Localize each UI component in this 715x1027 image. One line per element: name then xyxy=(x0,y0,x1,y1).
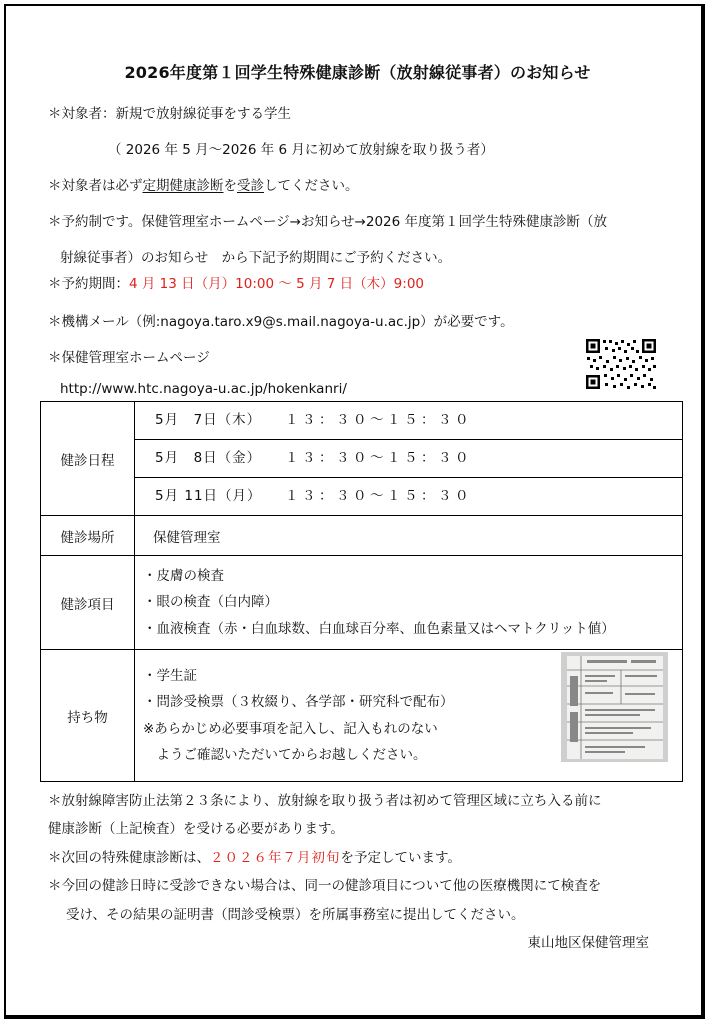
law-note-line-1: ＊放射線障害防止法第２３条により、放射線を取り扱う者は初めて管理区域に立ち入る前に xyxy=(48,793,602,809)
schedule-date: 5月 7日（木） xyxy=(155,412,262,428)
reservation-line-1: ＊予約制です。保健管理室ホームページ→お知らせ→2026 年度第１回学生特殊健康診断（放 xyxy=(48,214,608,230)
email-note: ＊機構メール（例:nagoya.taro.x9@s.mail.nagoya-u.ac.jp）が必要です。 xyxy=(48,314,514,330)
list-item: ・眼の検査（白内障） xyxy=(143,594,278,611)
reservation-line-2: 射線従事者）のお知らせ から下記予約期間にご予約ください。 xyxy=(60,250,452,266)
items-label: 健診項目 xyxy=(41,556,135,650)
mandatory-visit: 受診 xyxy=(237,178,264,194)
next-pre: ＊次回の特殊健康診断は、 xyxy=(48,850,210,866)
schedule-time: １３：３０～１５：３０ xyxy=(285,412,472,428)
qr-code-icon xyxy=(585,338,657,390)
schedule-time: １３：３０～１５：３０ xyxy=(285,488,472,504)
next-post: を予定しています。 xyxy=(340,850,461,866)
cannot-line-2: 受け、その結果の証明書（問診受検票）を所属事務室に提出してください。 xyxy=(66,907,525,923)
period-line xyxy=(48,272,424,292)
page-title: 2026年度第１回学生特殊健康診断（放射線従事者）のお知らせ xyxy=(124,63,591,82)
mandatory-checkup: 定期健康診断 xyxy=(142,178,224,194)
mandatory-mid: を xyxy=(223,178,237,194)
signature: 東山地区保健管理室 xyxy=(527,935,649,951)
mandatory-post: してください。 xyxy=(264,178,359,194)
schedule-row xyxy=(135,440,683,478)
schedule-time: １３：３０～１５：３０ xyxy=(285,450,472,466)
period-value: 4 月 13 日（月）10:00 ～ 5 月 7 日（木）9:00 xyxy=(129,276,424,292)
homepage-label: ＊保健管理室ホームページ xyxy=(48,350,210,366)
list-item: ようご確認いただいてからお越しください。 xyxy=(143,747,427,763)
next-value: ２０２６年７月初旬 xyxy=(210,850,341,866)
items-list xyxy=(135,556,683,650)
mandatory-pre: ＊対象者は必ず xyxy=(48,178,143,194)
list-item: ※あらかじめ必要事項を記入し、記入もれのない xyxy=(143,720,438,737)
list-item: ・学生証 xyxy=(143,667,197,684)
schedule-date: 5月 8日（金） xyxy=(155,450,262,466)
schedule-row xyxy=(135,402,683,440)
form-photo xyxy=(561,652,668,762)
list-item: ・血液検査（赤・白血球数、白血球百分率、血色素量又はヘマトクリット値） xyxy=(143,620,615,637)
list-item: ・問診受検票（３枚綴り、各学部・研究科で配布） xyxy=(143,694,454,710)
target-line: ＊対象者：新規で放射線従事をする学生 xyxy=(48,106,291,122)
next-line xyxy=(48,846,461,866)
list-item: ・皮膚の検査 xyxy=(143,567,224,584)
period-label: ＊予約期間： xyxy=(48,276,129,292)
homepage-url[interactable]: http://www.htc.nagoya-u.ac.jp/hokenkanri/ xyxy=(60,381,347,397)
belongings-label: 持ち物 xyxy=(41,650,135,782)
law-note-line-2: 健康診断（上記検査）を受ける必要があります。 xyxy=(48,821,344,837)
schedule-label: 健診日程 xyxy=(41,402,135,516)
place-value: 保健管理室 xyxy=(135,516,683,556)
target-period-line: （ 2026 年 5 月～2026 年 6 月に初めて放射線を取り扱う者） xyxy=(108,142,494,158)
mandatory-line xyxy=(48,174,359,194)
cannot-line-1: ＊今回の健診日時に受診できない場合は、同一の健診項目について他の医療機関にて検査を xyxy=(48,878,602,894)
schedule-date: 5月 11日（月） xyxy=(155,488,262,504)
place-label: 健診場所 xyxy=(41,516,135,556)
schedule-row xyxy=(135,478,683,516)
